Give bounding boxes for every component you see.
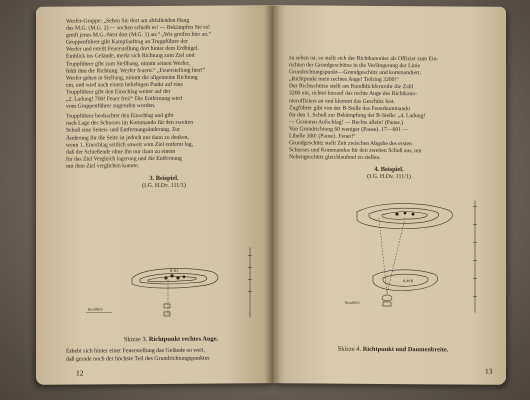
paragraph: Gruppenführer gibt Kampfauftrag an Truppführer der [66, 39, 188, 46]
caption-number: Skizze 3. [123, 336, 148, 344]
right-page [273, 5, 506, 385]
example-reference: (I.G. H.Dv. 111/1) [142, 182, 186, 190]
svg-text:B.S.I: B.S.I [170, 268, 179, 273]
paragraph: vom Gruppenführer zugerufen worden. [66, 103, 156, 110]
svg-text:A.H.K: A.H.K [403, 278, 414, 284]
paragraph: nach Lage des Schusses im Kommando für den zweiten [66, 120, 193, 127]
figure-sketch-4 [287, 193, 497, 344]
svg-text:Rundblick: Rundblick [345, 300, 360, 305]
left-page-bottom-text [66, 347, 266, 364]
paragraph: Grundrichtungspunkt—Grundgeschütz und kommandiert: [289, 69, 422, 77]
paragraph: ein, und wird nach einem beliebigen Punkt auf eine [66, 81, 184, 89]
paragraph: Truppführer beobachtet den Einschlag und gibt [66, 113, 174, 120]
paragraph: Der Richtschütze stellt am Rundblickfernrohr die Zahl [289, 83, 414, 91]
paragraph: Erhebt sich hinter einer Feuerstellung das Gelände so weit, [66, 347, 205, 355]
paragraph: Schuß eine Seiten- und Entfernungsänderung. Zur [66, 127, 181, 135]
page-number: 12 [76, 368, 84, 378]
left-page [36, 5, 273, 385]
paragraph: für den 1. Schuß zur Bekämpfung der B-Stelle: „4. Ladung! [289, 112, 426, 120]
paragraph: richten der Grundgeschütze in die Verlängerung der Linie [289, 62, 421, 70]
paragraph: mit dem Ziel verglichen konnte. [66, 162, 140, 170]
paragraph: Werfer-Gruppe: „Sehen Sie dort am abfallenden Hang [66, 17, 190, 25]
caption-title: Richtpunkt und Daumenbreite. [362, 345, 449, 354]
example-reference: (I.G. H.Dv. 111/1) [367, 174, 411, 181]
paragraph: für das Ziel Vergleich lagerung und die Entfernung [66, 155, 182, 163]
paragraph: Werfer und erteilt Feuerstellung dort hinter dem Erdhügel. [66, 46, 199, 53]
paragraph: fehlt ihm die Richtung. Werfer feuern.“ „Feuerstellung hier!“ [66, 67, 206, 75]
paragraph: Truppführer gibt den Einschlag weiter auf der [66, 88, 171, 96]
paragraph: Änderung für die Seite ist jedoch nur dann zu denken, [66, 134, 189, 142]
paragraph: das M.G. (M.G. 2) — sochen schießt es! — Bekämpfen Sie es! [66, 24, 210, 32]
paragraph: Zugführer gibt von der B-Stelle das Feuerkommando [289, 104, 410, 112]
paragraph: zu sehen ist, so stellt sich der Richtkanonier als Offizier zum Ein- [289, 55, 439, 63]
paragraph: Grundgeschütz stellt Zeit zwischen Abgabe des ersten [289, 140, 412, 148]
paragraph: — Granaten Aufschlag! — Rechts allein! (Pause.) [289, 119, 404, 126]
paragraph: Einblick ins Gelände, merkt sich Richtung zum Ziel und [66, 53, 195, 61]
paragraph: 3200 ein, richtet hierauf das rechte Auge des Richtkano- [289, 90, 418, 98]
caption-title: Richtpunkt rechtes Auge. [148, 335, 219, 344]
caption-number: Skizze 4. [337, 345, 362, 353]
paragraph: Schusses und Kommandos für den zweiten Schuß aus, um [289, 147, 422, 155]
svg-text:Rundblick: Rundblick [88, 307, 103, 312]
example-heading: 3. Beispiel. [149, 174, 179, 183]
paragraph: nieroffiziers an und klemmt das Geschütz fest. [289, 97, 395, 105]
paragraph: Werfer gehen in Stellung, nimmt die allgemeine Richtung [66, 74, 198, 82]
paragraph: daß der Schießende ohne ihn nur dann zu einem [66, 148, 176, 156]
paragraph: Libelle 300! (Pause). Feuer!“ [289, 133, 356, 140]
paragraph: Nebengeschütz gleichlaufend zu stellen. [289, 154, 381, 162]
paragraph: wenn 1. Einschlag seitlich soweit vom Ziel entfernt lag, [66, 141, 193, 149]
paragraph: greift jenes M.G.-Nest dort (M.G. 1) an.“ „Wir greifen hier an.“ [66, 31, 212, 39]
paragraph: Von Grundrichtung 60 weniger (Pause). 17—001 — [289, 126, 409, 134]
open-book [36, 6, 506, 386]
paragraph: „Richtpunkt mein rechtes Auge! Teilring 3200!“ [289, 76, 399, 84]
left-page-body [66, 17, 262, 191]
paragraph: Truppführer gibt zum Stellhang, nimmt seinen Werfer, [66, 60, 190, 68]
figure-sketch-3 [72, 237, 262, 336]
right-page-body [289, 55, 489, 182]
example-heading: 4. Beispiel. [374, 166, 404, 174]
paragraph: daß gerade noch der höchste Teil des Grundrichtungspunktes [66, 355, 210, 363]
figure-caption [76, 335, 266, 344]
page-number: 13 [485, 366, 493, 376]
paragraph: „2. Ladung! 700! Feuer frei!“ Die Entfernung wird [66, 95, 182, 103]
figure-caption [293, 345, 493, 354]
